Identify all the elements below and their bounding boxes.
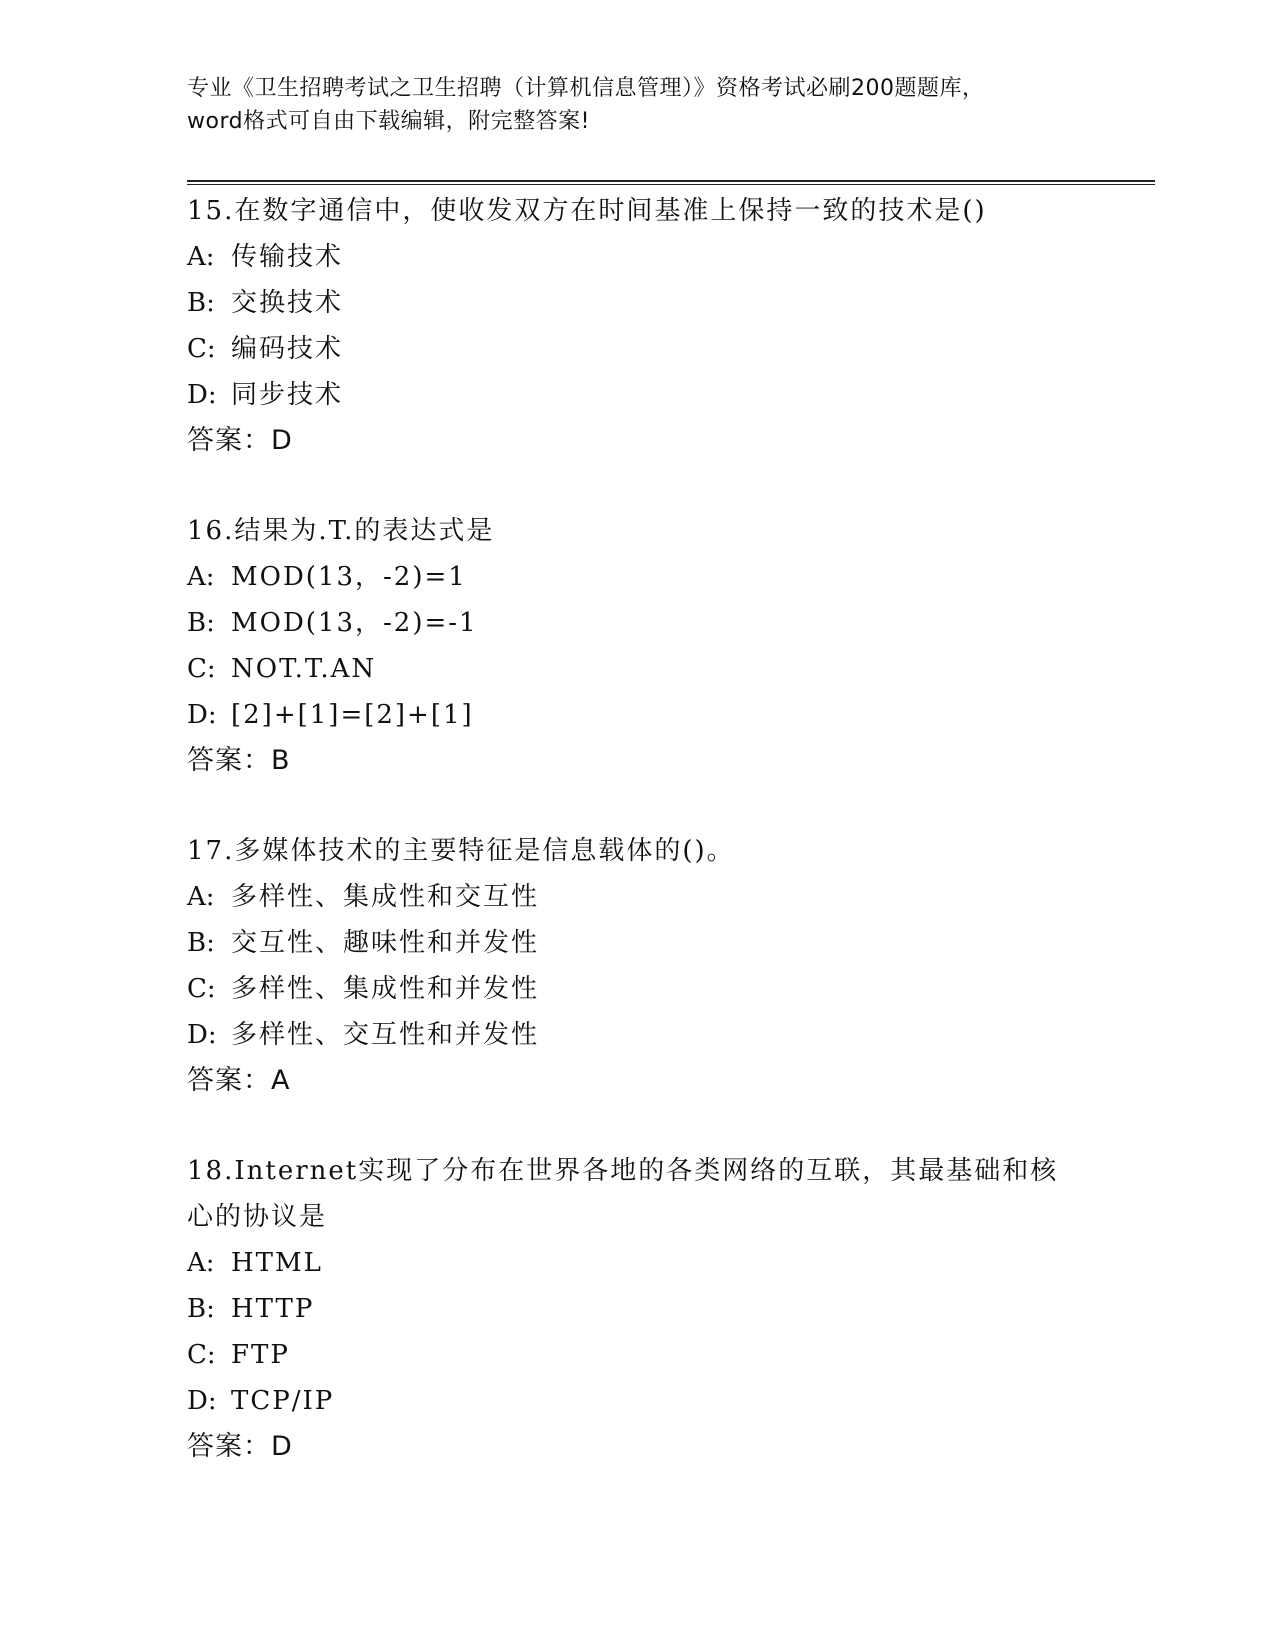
option-text: 编码技术 [231,334,344,364]
option-c [187,646,1087,692]
option-a [187,1240,1087,1286]
option-a [187,554,1087,600]
option-b [187,1286,1087,1332]
option-text: TCP/IP [231,1386,335,1416]
option-letter: A: [187,1248,215,1278]
option-a [187,874,1087,920]
option-letter: B: [187,608,215,638]
question-18 [187,1148,1087,1470]
question-stem-line: 15.在数字通信中，使收发双方在时间基准上保持一致的技术是() [187,196,987,226]
option-text: 多样性、交互性和并发性 [231,1020,540,1050]
option-letter: C: [187,334,216,364]
option-text: 同步技术 [231,380,344,410]
option-text: HTTP [231,1294,315,1324]
option-b [187,920,1087,966]
question-stem [187,188,1087,234]
question-15 [187,188,1087,464]
option-letter: C: [187,654,216,684]
question-stem-line: 16.结果为.T.的表达式是 [187,516,495,546]
option-text: MOD(13，-2)=-1 [231,608,478,638]
option-letter: C: [187,974,216,1004]
option-letter: A: [187,882,215,912]
document-header [187,72,1087,138]
answer-line: 答案：A [187,1065,291,1096]
header-title-line-1: 专业《卫生招聘考试之卫生招聘（计算机信息管理）》资格考试必刷200题题库， [187,76,985,101]
header-divider-thin [187,184,1155,185]
option-text: NOT.T.AN [231,654,377,684]
option-d [187,1012,1087,1058]
answer-line: 答案：D [187,425,293,456]
option-letter: B: [187,1294,215,1324]
question-stem-line: 心的协议是 [187,1202,328,1232]
option-a [187,234,1087,280]
option-b [187,280,1087,326]
option-letter: D: [187,380,217,410]
option-letter: A: [187,562,215,592]
option-letter: D: [187,1386,217,1416]
option-letter: B: [187,928,215,958]
header-title-line-2: word格式可自由下载编辑，附完整答案! [187,109,590,134]
option-text: 交互性、趣味性和并发性 [231,928,540,958]
option-c [187,326,1087,372]
question-stem-line: 18.Internet实现了分布在世界各地的各类网络的互联，其最基础和核 [187,1156,1059,1186]
question-17 [187,828,1087,1104]
option-c [187,966,1087,1012]
option-letter: D: [187,1020,217,1050]
option-text: 传输技术 [231,242,344,272]
question-stem [187,508,1087,554]
option-text: 交换技术 [231,288,344,318]
option-d [187,1378,1087,1424]
question-16 [187,508,1087,784]
option-letter: B: [187,288,215,318]
option-letter: C: [187,1340,216,1370]
option-text: 多样性、集成性和交互性 [231,882,540,912]
option-d [187,692,1087,738]
answer-line: 答案：D [187,1431,293,1462]
question-stem-line: 17.多媒体技术的主要特征是信息载体的()。 [187,836,735,866]
option-letter: D: [187,700,217,730]
option-c [187,1332,1087,1378]
option-text: [2]+[1]=[2]+[1] [231,700,474,730]
header-divider [187,180,1155,182]
option-b [187,600,1087,646]
option-text: FTP [231,1340,290,1370]
option-text: MOD(13，-2)=1 [231,562,467,592]
answer-line: 答案：B [187,745,291,776]
question-stem [187,1148,1087,1240]
option-d [187,372,1087,418]
option-text: 多样性、集成性和并发性 [231,974,540,1004]
option-text: HTML [231,1248,323,1278]
option-letter: A: [187,242,215,272]
question-stem [187,828,1087,874]
